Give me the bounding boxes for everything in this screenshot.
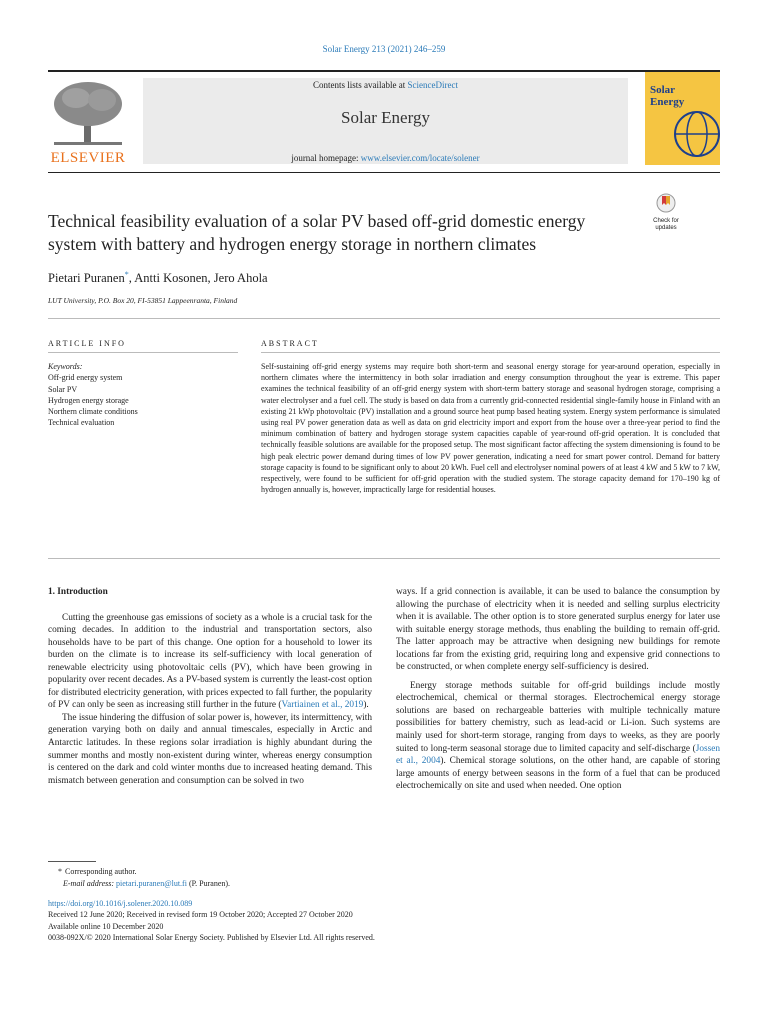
badge-line1: Check for [653, 218, 679, 224]
footnote-divider [48, 861, 96, 862]
footnote-mark: * [58, 867, 62, 876]
doi-link[interactable]: https://doi.org/10.1016/j.solener.2020.10.089 [48, 899, 193, 908]
email-link[interactable]: pietari.puranen@lut.fi [116, 879, 187, 888]
keyword-item: Technical evaluation [48, 418, 115, 428]
divider [48, 318, 720, 319]
paragraph: ways. If a grid connection is available, it can be used to balance the consumption by allowing the purchase of electricity when it is needed and selling surplus electricity when it is available. The other option is to store generated surplus energy for later use with suitable energy storage methods, thus enabling the building to remain off-grid. The latter approach may be attractive when designing new buildings for remote locations far from the existing grid, requiring long and expensive grid connections to be constructed, or when complete energy self-sufficiency is desired. [396, 587, 720, 673]
abstract-heading: ABSTRACT [261, 339, 319, 348]
paragraph-text: ). Chemical storage solutions, on the other hand, are capable of storing large amounts of energy between seasons in the form of a fuel that can be produced electrochemically on site and used when needed. One option [396, 756, 720, 792]
contents-prefix: Contents lists available at [313, 80, 408, 90]
body-column-right [396, 586, 720, 793]
affiliation: LUT University, P.O. Box 20, FI-53851 Lappeenranta, Finland [48, 296, 238, 305]
email-label: E-mail address: [63, 879, 115, 888]
abstract-text: Self-sustaining off-grid energy systems may require both short-term and seasonal energy storage for year-around operation, especially in northern climates where the intermittency in both solar irradiation and energy consumption throughout the year is extreme. This paper examines the technical feasibility of an off-grid energy system with short-term battery storage and seasonal hydrogen storage, comprising a water electrolyser and a fuel cell. The study is based on data from a currently grid-connected residential single-family house in Finland with an existing 21 kWp photovoltaic (PV) installation and a ground source heat pump based heating system. Energy system performance is simulated using real PV power generation data as well as data on grid electricity import and export from the house over a three-year period to find the minimum combination of battery and hydrogen storage system capacities capable of year-round off-grid operation. It is concluded that technically feasible solutions are available for the proposed setup. The most significant factor affecting the system dimensioning is found to be high peak electric power demand during times of low PV power generation, indicating a need for smart power control. Demand for battery storage capacity is found to be significant only to about 20 kWh. Fuel cell and electrolyser nominal powers of at least 4 kW and 5 kW to 7 kW, respectively, were found to be sufficient for off-grid operation with the studied system. The storage capacity demand for 170–190 kg of hydrogen annually is, however, impractically large for residential houses. [261, 362, 720, 495]
keywords-label: Keywords: [48, 362, 83, 371]
elsevier-tree-logo [48, 78, 128, 148]
corresponding-mark[interactable]: * [124, 270, 129, 279]
paragraph [48, 612, 372, 712]
cover-title-line2: Energy [650, 96, 685, 108]
bookmark-icon [655, 193, 677, 213]
paragraph-text: ). [363, 700, 369, 711]
copyright: 0038-092X/© 2020 International Solar Energy Society. Published by Elsevier Ltd. All rights reserved. [48, 933, 375, 943]
sciencedirect-link[interactable]: ScienceDirect [407, 80, 458, 90]
journal-homepage [143, 153, 628, 163]
body-column-left [48, 586, 372, 787]
keyword-item: Off-grid energy system [48, 373, 123, 383]
keyword-item: Hydrogen energy storage [48, 395, 129, 405]
article-title: Technical feasibility evaluation of a solar PV based off-grid domestic energy system with battery and hydrogen energy storage in northern climates [48, 211, 586, 254]
received-dates: Received 12 June 2020; Received in revised form 19 October 2020; Accepted 27 October 2020 [48, 910, 353, 920]
homepage-link[interactable]: www.elsevier.com/locate/solener [360, 153, 480, 163]
keyword-item: Solar PV [48, 384, 78, 394]
paragraph: The issue hindering the diffusion of solar power is, however, its intermittency, with generation varying both on daily and annual timescales, especially in Arctic and Antarctic latitudes. In these regions solar irradiation is highly abundant during the summer months and mostly non-existent during winter, whereas energy consumption is centered on the dark and cold winter months due to increased heating demand. This mismatch between generation and consumption can be solved in two [48, 712, 372, 786]
online-date: Available online 10 December 2020 [48, 921, 164, 931]
author-list [48, 270, 268, 286]
divider [48, 558, 720, 559]
keyword-item: Northern climate conditions [48, 407, 138, 417]
article-metadata [48, 898, 375, 944]
paragraph-text: Energy storage methods suitable for off-grid buildings include mostly electrochemical, chemical or thermal storages. Electrochemical energy storage solutions are based on rechargeable batteries with multiple technically mature possibilities for battery chemistry, such as lead-acid or Li-ion. Such systems are mainly used for short-term storage, ranging from days to weeks, as they are poorly suited to long-term seasonal storage due to limited capacity and self-discharge ( [396, 680, 720, 754]
divider [48, 352, 238, 353]
author-puranen[interactable]: Pietari Puranen [48, 271, 125, 286]
check-for-updates-badge[interactable] [648, 193, 684, 231]
publisher-logo-text: ELSEVIER [50, 150, 126, 166]
badge-line2: updates [655, 225, 677, 231]
section-heading-introduction: 1. Introduction [48, 587, 108, 597]
homepage-prefix: journal homepage: [291, 153, 361, 163]
paragraph [396, 680, 720, 793]
contents-line [143, 80, 628, 90]
corresponding-author-note [48, 866, 230, 878]
footnote [48, 866, 230, 890]
top-divider [48, 70, 720, 72]
journal-citation[interactable]: Solar Energy 213 (2021) 246–259 [322, 44, 446, 54]
cover-title-line1: Solar [650, 84, 676, 96]
email-suffix: (P. Puranen). [188, 879, 231, 888]
cover-title [650, 84, 684, 108]
divider [261, 352, 720, 353]
paragraph-text: Cutting the greenhouse gas emissions of society as a whole is a crucial task for the coming decades. In addition to the industrial and transportation sectors, also households have to be part of this change. One option for a household to lower its burden on the climate is to increase its self-sufficiency with local generation of renewable electricity using photovoltaic cells (PV), which have been growing in popularity over recent decades. As a PV-based system is currently the least-cost option for distributed electricity generation, with prices expected to fall further, the popularity of PV can only be seen as increasing still further in the future ( [48, 612, 372, 711]
keywords-block [48, 361, 138, 429]
reference-link[interactable]: Vartiainen et al., 2019 [281, 700, 364, 711]
other-authors[interactable]: , Antti Kosonen, Jero Ahola [128, 271, 268, 286]
corresponding-label: Corresponding author. [65, 867, 137, 876]
journal-name: Solar Energy [341, 108, 430, 127]
email-line [48, 878, 230, 890]
article-info-heading: ARTICLE INFO [48, 339, 126, 348]
header-divider [48, 172, 720, 173]
reference-link[interactable]: Jossen et al., 2004 [396, 743, 720, 767]
